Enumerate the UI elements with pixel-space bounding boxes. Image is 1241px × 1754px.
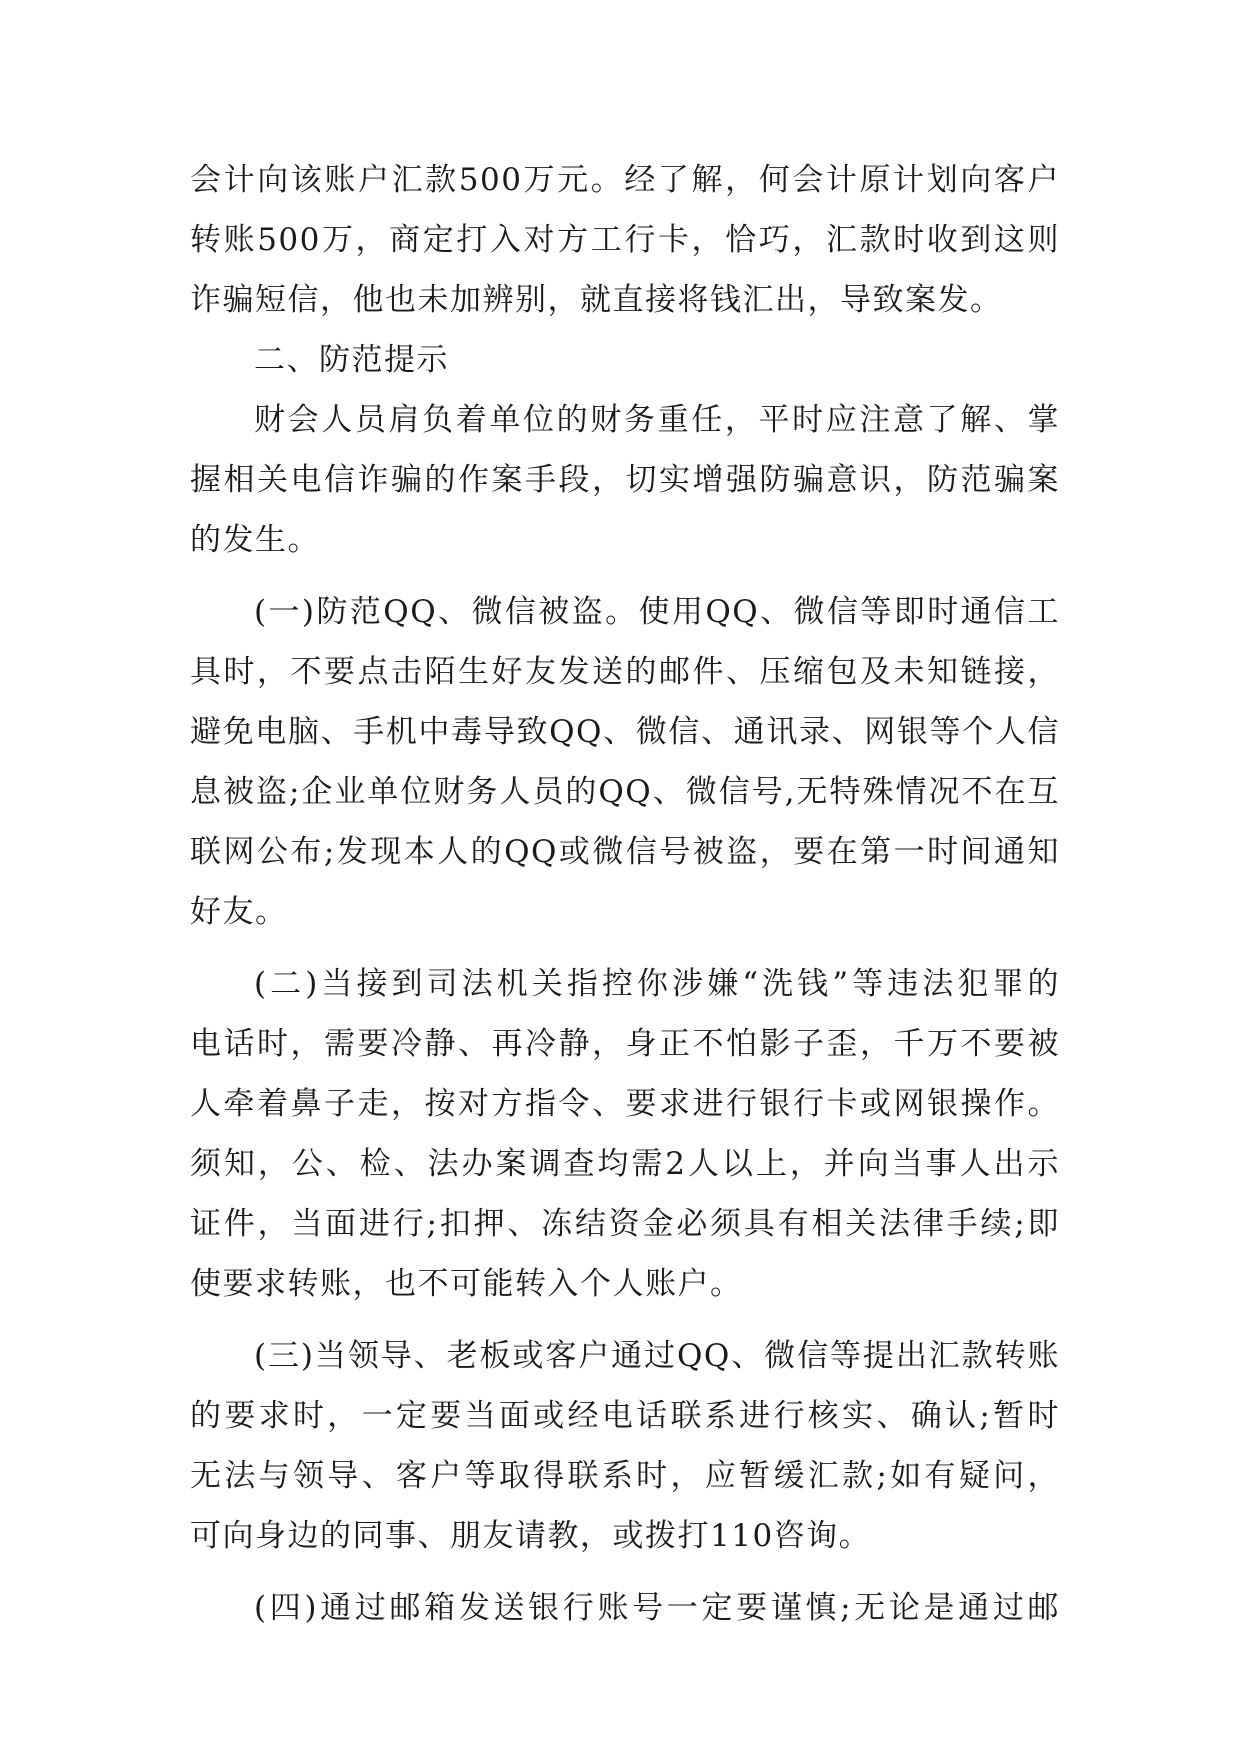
section-heading: 二、防范提示 (254, 342, 449, 378)
text-line: 具时，不要点击陌生好友发送的邮件、压缩包及未知链接， (190, 654, 1060, 690)
text-line: 联网公布;发现本人的QQ或微信号被盗，要在第一时间通知 (190, 834, 1060, 870)
text-line: 可向身边的同事、朋友请教，或拨打110咨询。 (190, 1518, 872, 1554)
text-line: 息被盗;企业单位财务人员的QQ、微信号,无特殊情况不在互 (190, 774, 1060, 810)
text-line: (四)通过邮箱发送银行账号一定要谨慎;无论是通过邮 (254, 1590, 1060, 1626)
paragraph-case-continued (190, 150, 1060, 330)
text-line: 无法与领导、客户等取得联系时，应暂缓汇款;如有疑问， (190, 1458, 1060, 1494)
paragraph-item-1 (190, 582, 1060, 942)
paragraph-item-2 (190, 954, 1060, 1314)
text-line: 须知，公、检、法办案调查均需2人以上，并向当事人出示 (190, 1146, 1060, 1182)
text-line: 转账500万，商定打入对方工行卡，恰巧，汇款时收到这则 (190, 222, 1060, 258)
text-line: 诈骗短信，他也未加辨别，就直接将钱汇出，导致案发。 (190, 282, 1003, 318)
text-line: 证件，当面进行;扣押、冻结资金必须具有相关法律手续;即 (190, 1206, 1060, 1242)
text-line: 电话时，需要冷静、再冷静，身正不怕影子歪，千万不要被 (190, 1026, 1060, 1062)
text-line: 好友。 (190, 894, 288, 930)
text-line: 的要求时，一定要当面或经电话联系进行核实、确认;暂时 (190, 1398, 1060, 1434)
paragraph-intro (190, 390, 1060, 570)
text-line: 财会人员肩负着单位的财务重任，平时应注意了解、掌 (254, 402, 1060, 438)
text-line: (二)当接到司法机关指控你涉嫌“洗钱”等违法犯罪的 (254, 966, 1060, 1002)
paragraph-item-3 (190, 1326, 1060, 1566)
paragraph-item-4 (190, 1578, 1060, 1638)
document-body (190, 150, 1060, 1638)
text-line: 避免电脑、手机中毒导致QQ、微信、通讯录、网银等个人信 (190, 714, 1060, 750)
text-line: (一)防范QQ、微信被盗。使用QQ、微信等即时通信工 (254, 594, 1060, 630)
text-line: 人牵着鼻子走，按对方指令、要求进行银行卡或网银操作。 (190, 1086, 1060, 1122)
text-line: 的发生。 (190, 522, 320, 558)
text-line: (三)当领导、老板或客户通过QQ、微信等提出汇款转账 (254, 1338, 1060, 1374)
text-line: 握相关电信诈骗的作案手段，切实增强防骗意识，防范骗案 (190, 462, 1060, 498)
text-line: 使要求转账，也不可能转入个人账户。 (190, 1266, 743, 1302)
text-line: 会计向该账户汇款500万元。经了解，何会计原计划向客户 (190, 162, 1060, 198)
